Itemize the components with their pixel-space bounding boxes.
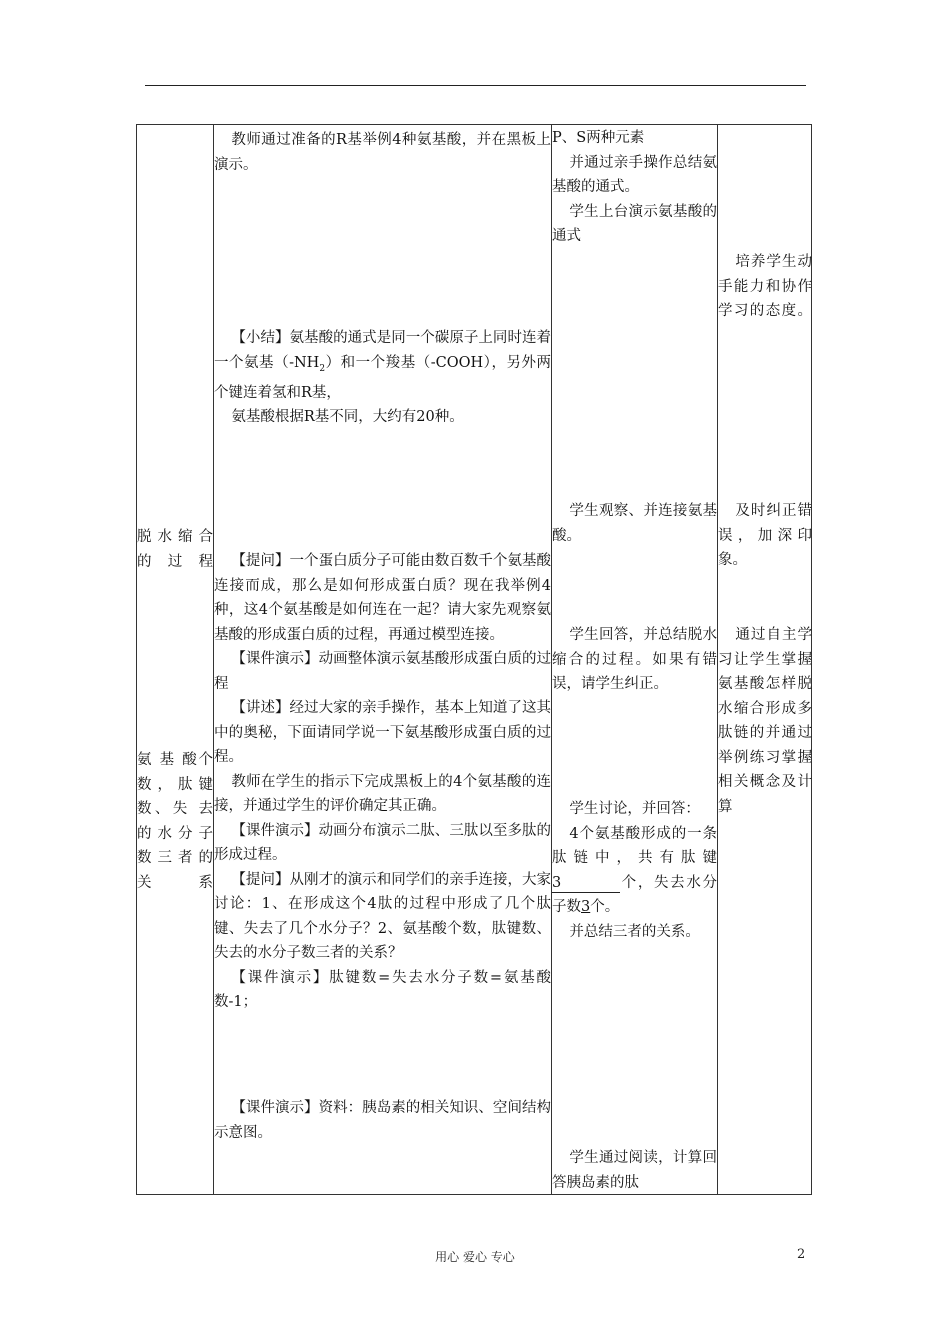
intent-self-study: 通过自主学习让学生掌握氨基酸怎样脱水缩合形成多肽链的并通过举例练习掌握相关概念及计算 [718, 627, 812, 815]
design-intent-column [718, 125, 812, 1194]
intent-hands-on: 培养学生动手能力和协作学习的态度。 [718, 254, 812, 319]
topic-relationship: 氨 基 酸个数，肽键数、失 去 的 水 分 子 数 三 者 的关系 [137, 752, 213, 891]
teacher-activity-column [214, 125, 551, 1194]
student-reading: 学生通过阅读，计算回答胰岛素的肽 [552, 1150, 717, 1191]
student-discussion: 学生讨论，并回答： 4个氨基酸形成的一条肽链中，共有肽键3 个，失去水分子数3个。 并总结三者的关系。 [552, 801, 717, 940]
summary-mark: 【小结】 [231, 330, 290, 346]
student-activity-column [552, 125, 717, 1194]
student-observe: 学生观察、并连接氨基酸。 [552, 503, 717, 544]
topic-column [137, 125, 213, 1194]
lesson-table [136, 124, 812, 1195]
lesson-steps: 【提问】一个蛋白质分子可能由数百数千个氨基酸连接而成，那么是如何形成蛋白质？现在我举例4种，这4个氨基酸是如何连在一起？请大家先观察氨基酸的形成蛋白质的过程，再通过模型连接。 【课件演示】动画整体演示氨基酸形成蛋白质的过程 【讲述】经过大家的亲手操作，基本上知道了这其中的奥秘，下面请同学说一下氨基酸形成蛋白质的过程。 教师在学生的指示下完成黑板上的4个氨基酸的连接，并通过学生的评价确定其正确。 【课件演示】动画分布演示二肽、三肽以至多肽的形成过程。 【提问】从刚才的演示和同学们的亲手连接，大家讨论：1、在形成这个4肽的过程中形成了几个肽键、失去了几个水分子？2、氨基酸个数，肽键数、失去的水分子数三者的关系？ 【课件演示】肽键数=失去水分子数=氨基酸数-1； [214, 553, 552, 1010]
answer-blank: 3 [581, 899, 591, 915]
summary-paragraph: 【小结】氨基酸的通式是同一个碳原子上同时连着一个氨基$(-NH_2)$和一个羧基（-COOH），另外两个键连着氢和R基， 氨基酸根据R基不同，大约有20种。 [214, 330, 552, 426]
student-elements: P、S两种元素 并通过亲手操作总结氨基酸的通式。 学生上台演示氨基酸的通式 [552, 130, 717, 244]
page-footer: 用心 爱心 专心 [435, 1250, 515, 1264]
header-rule [145, 85, 806, 86]
student-answer: 学生回答，并总结脱水缩合的过程。如果有错误，请学生纠正。 [552, 627, 717, 692]
answer-blank: 3 [552, 874, 620, 893]
teacher-demo-paragraph: 教师通过准备的R基举例4种氨基酸，并在黑板上演示。 [214, 132, 551, 173]
page-number: 2 [797, 1247, 806, 1262]
intent-correction: 及时纠正错误，加深印象。 [718, 503, 812, 568]
insulin-paragraph: 【课件演示】资料：胰岛素的相关知识、空间结构示意图。 [214, 1100, 552, 1141]
topic-dehydration: 脱 水 缩 合 的过程 [137, 529, 213, 570]
